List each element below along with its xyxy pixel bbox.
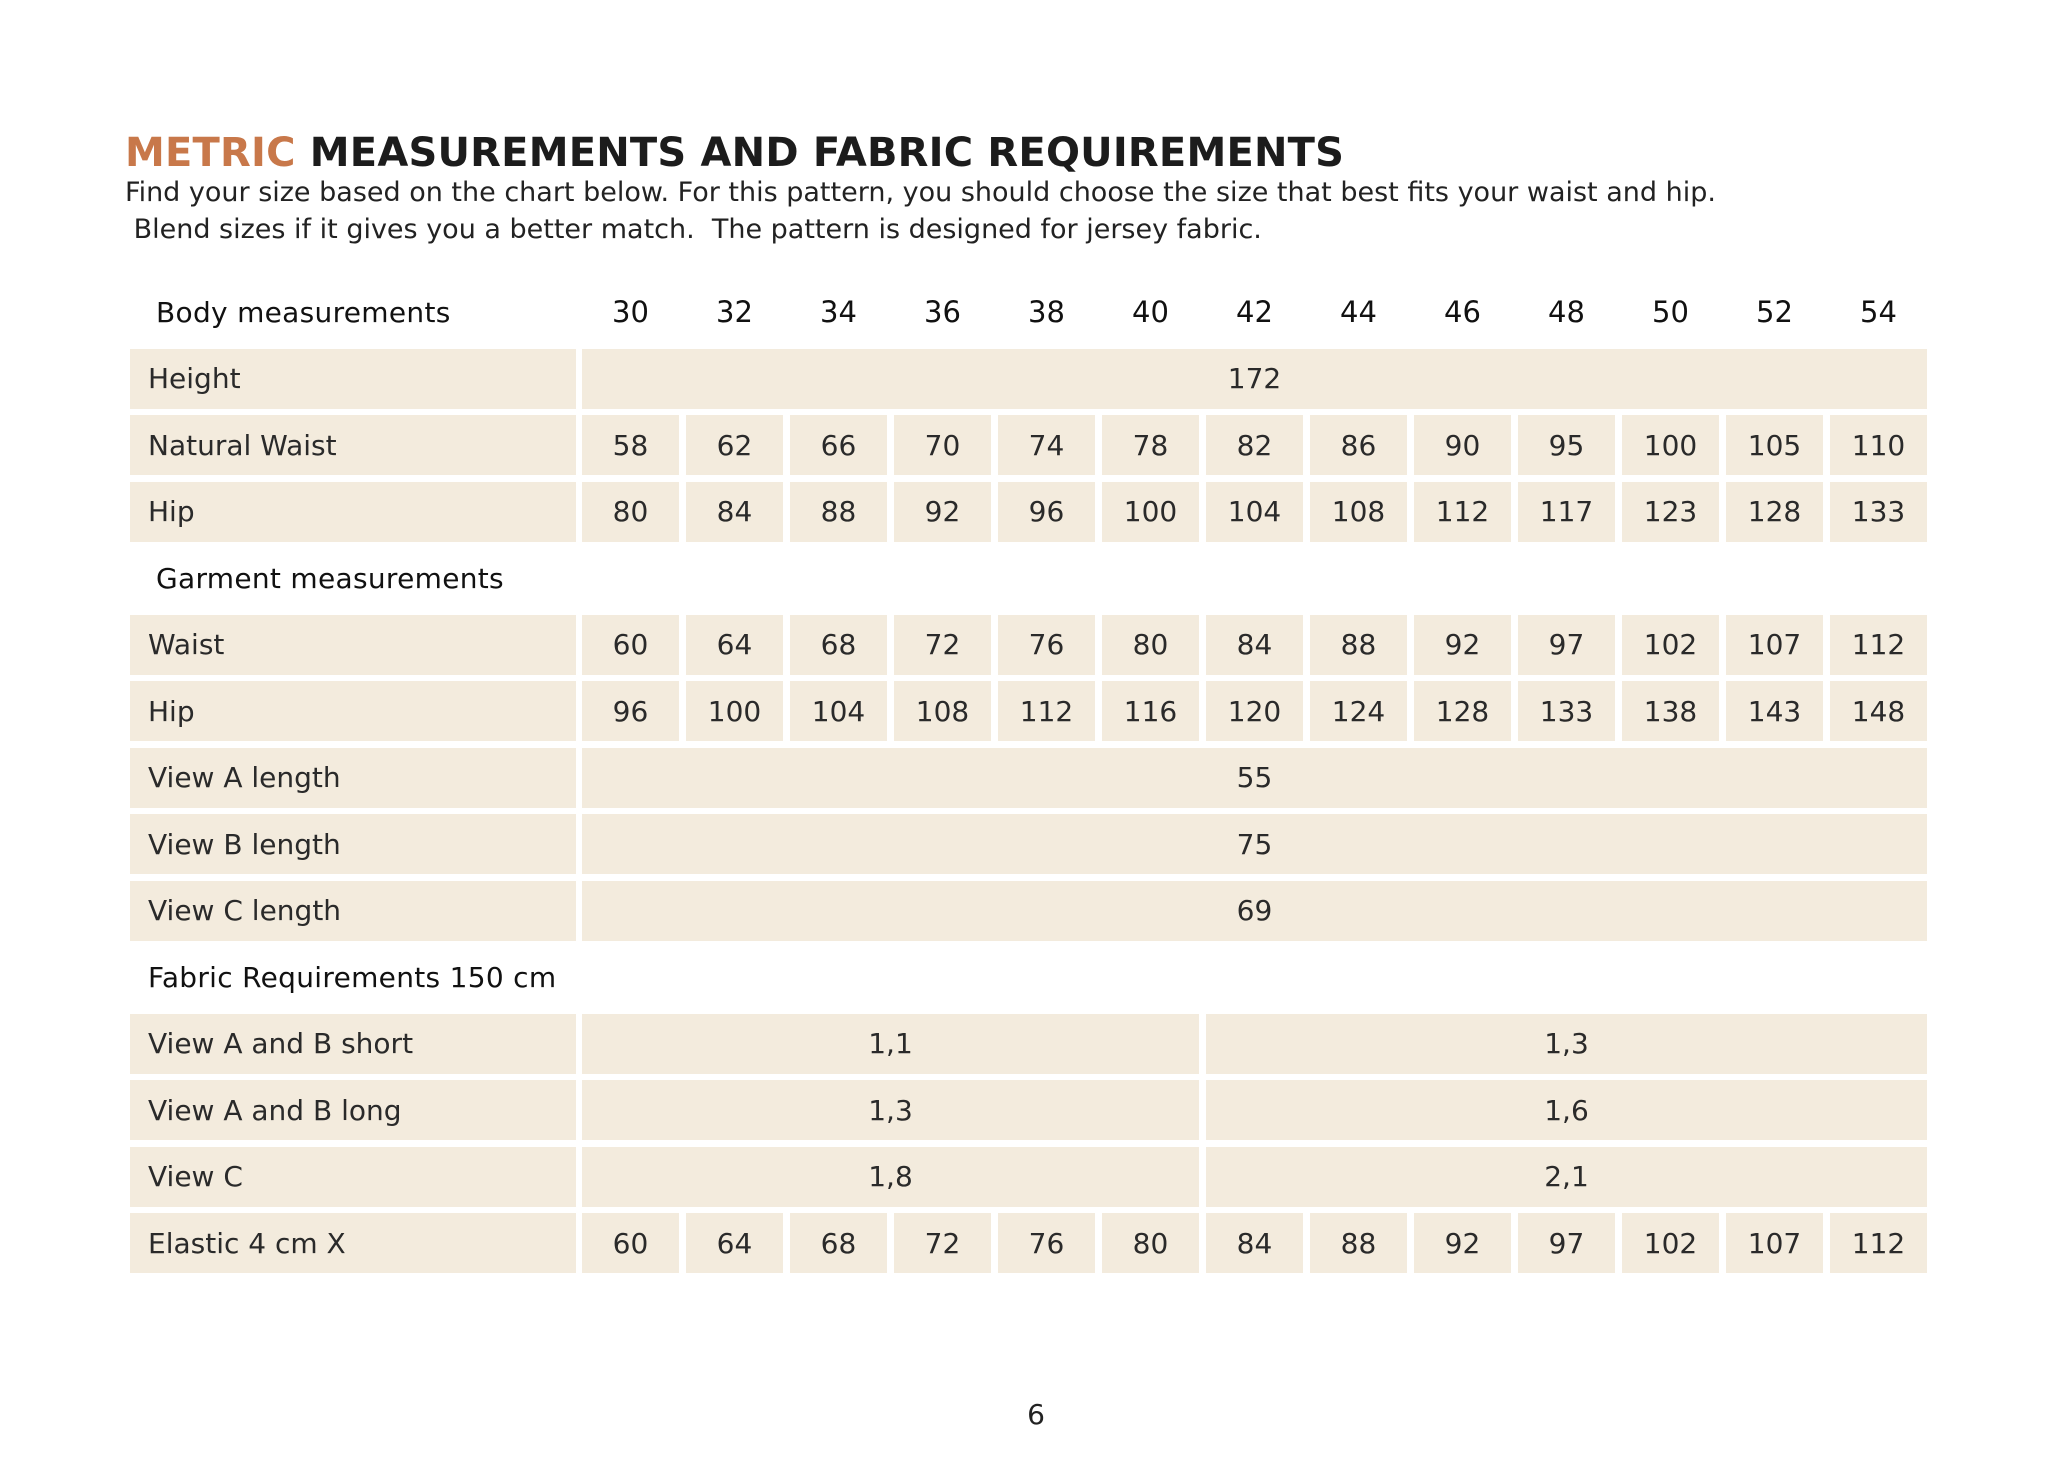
table-cell: 88 [790, 482, 887, 542]
size-header: 48 [1548, 295, 1585, 329]
table-cell: 128 [1414, 681, 1511, 741]
table-cell: 104 [790, 681, 887, 741]
table-cell: 100 [1622, 415, 1719, 475]
table-cell: 117 [1518, 482, 1615, 542]
table-cell: 112 [1830, 615, 1927, 675]
table-cell: 74 [998, 415, 1095, 475]
table-cell: 100 [686, 681, 783, 741]
size-header: 42 [1236, 295, 1273, 329]
table-cell: 128 [1726, 482, 1823, 542]
table-cell: 84 [1206, 1213, 1303, 1273]
row-label: Waist [130, 615, 576, 675]
table-cell: 68 [790, 1213, 887, 1273]
table-cell: 80 [1102, 615, 1199, 675]
table-cell: 104 [1206, 482, 1303, 542]
table-cell: 105 [1726, 415, 1823, 475]
size-header: 32 [716, 295, 753, 329]
table-cell: 92 [1414, 615, 1511, 675]
intro-line-1: Find your size based on the chart below. For this pattern, you should choose the size that best fits your waist and hip. [125, 177, 1716, 208]
row-label: Hip [130, 681, 576, 741]
title-accent: METRIC [125, 130, 296, 176]
table-cell: 107 [1726, 615, 1823, 675]
table-cell: 108 [894, 681, 991, 741]
table-cell: 66 [790, 415, 887, 475]
merged-cell: 75 [582, 814, 1927, 874]
table-cell: 76 [998, 1213, 1095, 1273]
table-cell: 112 [1830, 1213, 1927, 1273]
page-title [125, 128, 1344, 178]
table-cell: 70 [894, 415, 991, 475]
table-cell: 96 [582, 681, 679, 741]
row-label: View B length [130, 814, 576, 874]
table-cell: 95 [1518, 415, 1615, 475]
table-cell: 133 [1518, 681, 1615, 741]
table-cell: 112 [998, 681, 1095, 741]
row-label: View C length [130, 881, 576, 941]
table-cell: 84 [1206, 615, 1303, 675]
size-header: 50 [1652, 295, 1689, 329]
row-label: Natural Waist [130, 415, 576, 475]
table-cell: 97 [1518, 1213, 1615, 1273]
table-cell: 148 [1830, 681, 1927, 741]
table-cell: 80 [1102, 1213, 1199, 1273]
table-cell: 107 [1726, 1213, 1823, 1273]
size-header: 54 [1860, 295, 1897, 329]
size-header: 40 [1132, 295, 1169, 329]
size-header: 52 [1756, 295, 1793, 329]
row-label: Height [130, 349, 576, 409]
merged-cell: 1,3 [1206, 1014, 1927, 1074]
table-cell: 88 [1310, 615, 1407, 675]
table-cell: 84 [686, 482, 783, 542]
table-cell: 58 [582, 415, 679, 475]
table-cell: 72 [894, 1213, 991, 1273]
size-header: 46 [1444, 295, 1481, 329]
table-cell: 72 [894, 615, 991, 675]
section-heading: Body measurements [156, 295, 451, 329]
size-header: 38 [1028, 295, 1065, 329]
table-cell: 68 [790, 615, 887, 675]
size-header: 44 [1340, 295, 1377, 329]
row-label: View A length [130, 748, 576, 808]
table-cell: 124 [1310, 681, 1407, 741]
row-label: View A and B short [130, 1014, 576, 1074]
merged-cell: 172 [582, 349, 1927, 409]
section-heading: Fabric Requirements 150 cm [148, 960, 557, 994]
size-header: 36 [924, 295, 961, 329]
table-cell: 123 [1622, 482, 1719, 542]
table-cell: 90 [1414, 415, 1511, 475]
table-cell: 102 [1622, 1213, 1719, 1273]
table-cell: 76 [998, 615, 1095, 675]
table-cell: 143 [1726, 681, 1823, 741]
title-rest: MEASUREMENTS AND FABRIC REQUIREMENTS [309, 130, 1345, 176]
table-cell: 60 [582, 615, 679, 675]
table-cell: 110 [1830, 415, 1927, 475]
table-cell: 62 [686, 415, 783, 475]
section-heading: Garment measurements [156, 561, 504, 595]
table-cell: 133 [1830, 482, 1927, 542]
size-header: 34 [820, 295, 857, 329]
table-cell: 88 [1310, 1213, 1407, 1273]
size-header: 30 [612, 295, 649, 329]
row-label: View C [130, 1147, 576, 1207]
table-cell: 64 [686, 1213, 783, 1273]
table-cell: 86 [1310, 415, 1407, 475]
table-cell: 108 [1310, 482, 1407, 542]
merged-cell: 69 [582, 881, 1927, 941]
row-label: View A and B long [130, 1080, 576, 1140]
intro-text [125, 174, 1716, 248]
table-cell: 92 [894, 482, 991, 542]
table-cell: 64 [686, 615, 783, 675]
table-cell: 102 [1622, 615, 1719, 675]
table-cell: 60 [582, 1213, 679, 1273]
table-cell: 82 [1206, 415, 1303, 475]
table-cell: 116 [1102, 681, 1199, 741]
table-cell: 78 [1102, 415, 1199, 475]
row-label: Elastic 4 cm X [130, 1213, 576, 1273]
table-cell: 120 [1206, 681, 1303, 741]
table-cell: 100 [1102, 482, 1199, 542]
page-number: 6 [1027, 1398, 1045, 1431]
table-cell: 97 [1518, 615, 1615, 675]
intro-line-2: Blend sizes if it gives you a better match. The pattern is designed for jersey fabric. [125, 214, 1262, 245]
table-cell: 112 [1414, 482, 1511, 542]
table-cell: 80 [582, 482, 679, 542]
table-cell: 92 [1414, 1213, 1511, 1273]
merged-cell: 1,8 [582, 1147, 1199, 1207]
merged-cell: 55 [582, 748, 1927, 808]
table-cell: 138 [1622, 681, 1719, 741]
merged-cell: 2,1 [1206, 1147, 1927, 1207]
merged-cell: 1,1 [582, 1014, 1199, 1074]
row-label: Hip [130, 482, 576, 542]
merged-cell: 1,6 [1206, 1080, 1927, 1140]
merged-cell: 1,3 [582, 1080, 1199, 1140]
table-cell: 96 [998, 482, 1095, 542]
